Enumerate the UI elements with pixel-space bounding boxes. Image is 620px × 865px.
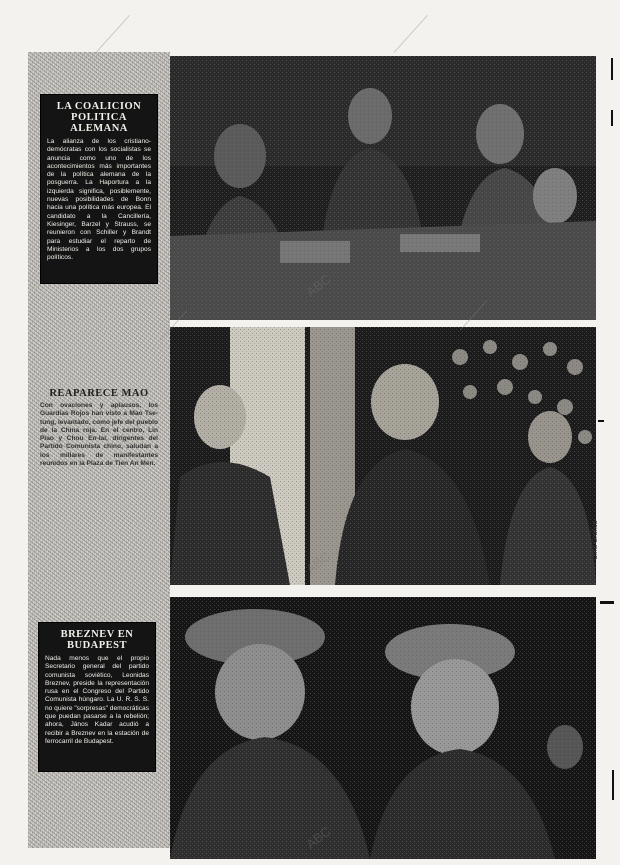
edge-mark bbox=[612, 770, 614, 800]
caption-breznev bbox=[38, 622, 156, 772]
caption-mao bbox=[40, 388, 158, 468]
watermark-text: ABC bbox=[303, 271, 334, 300]
edge-mark bbox=[598, 420, 604, 422]
edge-mark bbox=[611, 58, 613, 80]
watermark-line bbox=[96, 15, 130, 53]
edge-mark bbox=[600, 601, 614, 604]
edge-mark bbox=[611, 110, 613, 126]
caption-body: Nada menos que el propio Secretario general del partido comunista soviético, Leonidas Breznev, preside la representación rusa en el Congreso del Partido Comunista húngaro. La U. R. S. S. no quiere "sorpresas" democráticas que puedan pasarse a la rebelión; ahora, János Kadar acudió a recibir a Breznev en la estación de ferrocarril de Budapest. bbox=[45, 655, 150, 745]
photo-credit: Cifra Gráfica bbox=[592, 520, 599, 560]
photo-breznev-budapest bbox=[170, 597, 596, 859]
caption-body: La alianza de los cristiano-demócratas con los socialistas se anuncia como uno de los acontecimientos más importantes de la política alemana de la posguerra. La Haportura a la izquierda significa, posiblemente, nuevas posibilidades de Bonn hacia una política más europea. El candidato a la Cancillería, Kiesinger, Barzel y Strauss, se reunieron con Schiller y Brandt para estudiar el reparto de Ministerios a los dos grupos políticos. bbox=[47, 138, 151, 262]
watermark-text: ABC bbox=[303, 823, 334, 852]
photo-mao-reappears bbox=[170, 327, 596, 585]
caption-title: LA COALICION POLITICA ALEMANA bbox=[56, 101, 142, 134]
watermark-line bbox=[394, 15, 428, 53]
caption-body: Con ovaciones y aplausos, los Guardias Rojos han visto a Mao Tse-tung, levantado, como jefe del pueblo de la China roja. En el centro, Lin Piao y Chou En-lai, dirigentes del Partido Comunista chino, saludan a los millares de manifestantes reunidos en la Plaza de Tien An Men. bbox=[40, 402, 158, 468]
photo-coalition-meeting bbox=[170, 56, 596, 320]
caption-coalicion bbox=[40, 94, 158, 284]
watermark-text: ABC bbox=[303, 548, 334, 577]
caption-title: BREZNEV EN BUDAPEST bbox=[60, 629, 134, 651]
caption-title: REAPARECE MAO bbox=[49, 388, 149, 399]
